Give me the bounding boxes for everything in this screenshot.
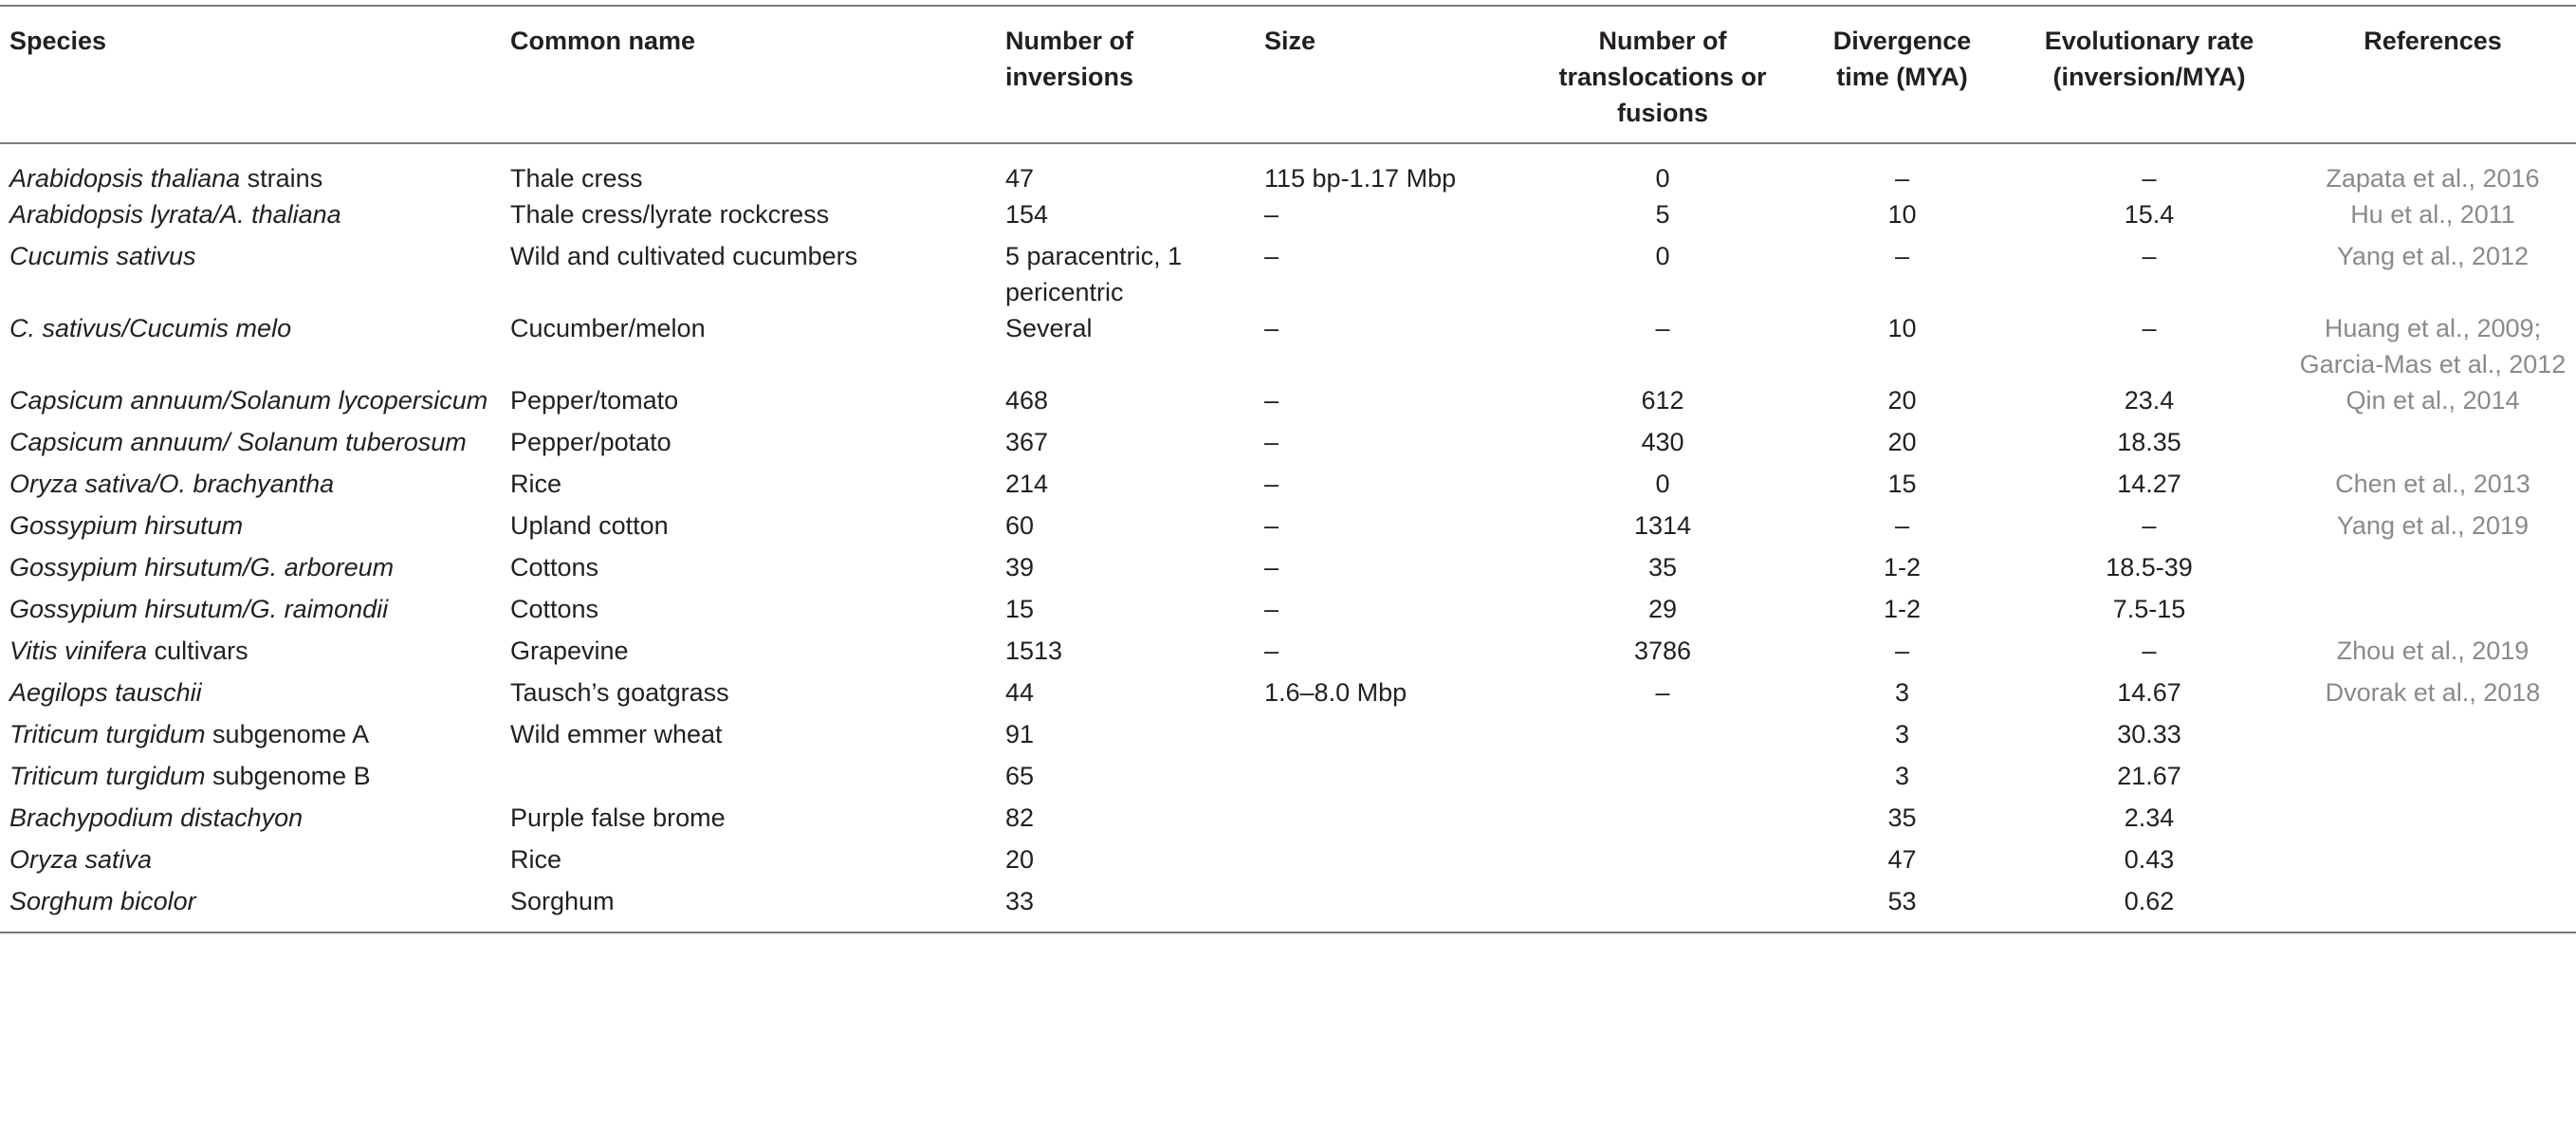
species-italic: Aegilops tauschii bbox=[9, 678, 202, 707]
cell-common-name: Tausch’s goatgrass bbox=[510, 678, 729, 707]
species-italic: Arabidopsis thaliana bbox=[9, 164, 241, 193]
cell-references bbox=[2290, 758, 2576, 800]
species-italic: Gossypium hirsutum/G. raimondii bbox=[9, 595, 389, 623]
cell-references bbox=[2290, 716, 2576, 758]
cell-divergence: 10 bbox=[1887, 200, 1917, 229]
cell-inversions: 154 bbox=[1005, 200, 1049, 229]
cell-translocations: – bbox=[1655, 314, 1670, 342]
table-row bbox=[0, 310, 2576, 382]
reference-text: Dvorak et al., 2018 bbox=[2325, 678, 2541, 707]
inversions-table bbox=[0, 5, 2576, 933]
cell-translocations: 1314 bbox=[1633, 511, 1692, 540]
cell-divergence: 47 bbox=[1887, 845, 1917, 874]
species-italic: Oryza sativa/O. brachyantha bbox=[9, 470, 335, 498]
cell-species bbox=[0, 549, 501, 591]
cell-size bbox=[1255, 716, 1530, 758]
table-row bbox=[0, 633, 2576, 674]
cell-references bbox=[2290, 508, 2576, 549]
cell-common-name: Purple false brome bbox=[510, 803, 726, 832]
cell-rate: – bbox=[2142, 637, 2157, 665]
cell-references bbox=[2290, 196, 2576, 238]
cell-divergence: – bbox=[1894, 242, 1910, 270]
cell-size: 115 bp-1.17 Mbp bbox=[1264, 164, 1457, 193]
cell-translocations: 29 bbox=[1647, 595, 1678, 623]
cell-common-name bbox=[501, 758, 996, 800]
header-references: References bbox=[2364, 27, 2502, 55]
cell-rate: – bbox=[2142, 242, 2157, 270]
cell-references bbox=[2290, 238, 2576, 310]
cell-references bbox=[2290, 382, 2576, 424]
cell-inversions: 60 bbox=[1005, 511, 1035, 540]
table-body bbox=[0, 143, 2576, 932]
cell-species bbox=[0, 238, 501, 310]
cell-size: – bbox=[1264, 200, 1279, 229]
header-size: Size bbox=[1264, 27, 1316, 55]
table-row bbox=[0, 424, 2576, 466]
cell-inversions: 1513 bbox=[1005, 637, 1063, 665]
table-row bbox=[0, 841, 2576, 883]
species-italic: Arabidopsis lyrata/A. thaliana bbox=[9, 200, 341, 229]
cell-divergence: 20 bbox=[1887, 428, 1917, 456]
species-italic: Cucumis sativus bbox=[9, 242, 196, 270]
cell-rate: 0.43 bbox=[2124, 845, 2175, 874]
cell-inversions: 367 bbox=[1005, 428, 1049, 456]
cell-references bbox=[2290, 674, 2576, 716]
cell-species bbox=[0, 883, 501, 932]
cell-common-name: Pepper/tomato bbox=[510, 386, 679, 415]
cell-common-name: Cottons bbox=[510, 595, 599, 623]
cell-species bbox=[0, 196, 501, 238]
cell-rate: – bbox=[2142, 314, 2157, 342]
cell-divergence: 15 bbox=[1887, 470, 1917, 498]
cell-common-name: Grapevine bbox=[510, 637, 629, 665]
cell-divergence: 1-2 bbox=[1883, 595, 1922, 623]
cell-species bbox=[0, 508, 501, 549]
table-row bbox=[0, 758, 2576, 800]
cell-divergence: 10 bbox=[1887, 314, 1917, 342]
reference-text: Zhou et al., 2019 bbox=[2336, 637, 2530, 665]
reference-text: Garcia-Mas et al., 2012 bbox=[2299, 350, 2567, 378]
header-rate: Evolutionary rate (inversion/MYA) bbox=[2044, 27, 2254, 91]
cell-common-name: Rice bbox=[510, 845, 562, 874]
cell-references bbox=[2290, 310, 2576, 382]
table-header bbox=[0, 6, 2576, 143]
species-italic: Gossypium hirsutum bbox=[9, 511, 244, 540]
cell-translocations: 5 bbox=[1655, 200, 1670, 229]
species-suffix: cultivars bbox=[147, 637, 248, 665]
cell-translocations bbox=[1530, 800, 1795, 841]
cell-rate: 30.33 bbox=[2117, 720, 2181, 748]
cell-species bbox=[0, 758, 501, 800]
header-divergence: Divergence time (MYA) bbox=[1832, 27, 1972, 91]
cell-inversions: 20 bbox=[1005, 845, 1035, 874]
cell-rate: 18.5-39 bbox=[2106, 553, 2193, 581]
header-inversions: Number of inversions bbox=[1005, 27, 1134, 91]
reference-text: Huang et al., 2009; bbox=[2324, 314, 2542, 342]
cell-translocations: 0 bbox=[1655, 470, 1670, 498]
cell-size: 1.6–8.0 Mbp bbox=[1264, 678, 1408, 707]
cell-size: – bbox=[1264, 595, 1279, 623]
species-italic: Gossypium hirsutum/G. arboreum bbox=[9, 553, 395, 581]
cell-inversions: 44 bbox=[1005, 678, 1035, 707]
cell-size bbox=[1255, 800, 1530, 841]
header-common-name: Common name bbox=[510, 27, 696, 55]
cell-size: – bbox=[1264, 314, 1279, 342]
cell-common-name: Thale cress bbox=[510, 164, 643, 193]
cell-inversions: 5 paracentric, 1 pericentric bbox=[1005, 242, 1183, 306]
table-row bbox=[0, 143, 2576, 196]
cell-divergence: 3 bbox=[1894, 762, 1910, 790]
cell-species bbox=[0, 716, 501, 758]
cell-inversions: 47 bbox=[1005, 164, 1035, 193]
reference-text: Hu et al., 2011 bbox=[2350, 200, 2515, 229]
cell-species bbox=[0, 382, 501, 424]
cell-rate: 0.62 bbox=[2124, 887, 2175, 915]
cell-size: – bbox=[1264, 386, 1279, 415]
cell-rate: 14.27 bbox=[2117, 470, 2181, 498]
species-suffix: subgenome A bbox=[205, 720, 370, 748]
cell-species bbox=[0, 424, 501, 466]
table-row bbox=[0, 196, 2576, 238]
cell-species bbox=[0, 310, 501, 382]
cell-divergence: – bbox=[1894, 511, 1910, 540]
cell-inversions: 91 bbox=[1005, 720, 1035, 748]
species-italic: Oryza sativa bbox=[9, 845, 153, 874]
cell-references bbox=[2290, 466, 2576, 508]
cell-species bbox=[0, 800, 501, 841]
table-row bbox=[0, 549, 2576, 591]
cell-size: – bbox=[1264, 511, 1279, 540]
cell-translocations bbox=[1530, 716, 1795, 758]
cell-rate: 23.4 bbox=[2124, 386, 2175, 415]
cell-translocations: 612 bbox=[1641, 386, 1684, 415]
cell-inversions: 33 bbox=[1005, 887, 1035, 915]
cell-size bbox=[1255, 758, 1530, 800]
cell-references bbox=[2290, 549, 2576, 591]
table-row bbox=[0, 800, 2576, 841]
cell-translocations: – bbox=[1655, 678, 1670, 707]
cell-inversions: 214 bbox=[1005, 470, 1049, 498]
cell-references bbox=[2290, 424, 2576, 466]
cell-rate: 7.5-15 bbox=[2112, 595, 2186, 623]
cell-rate: 15.4 bbox=[2124, 200, 2175, 229]
cell-inversions: Several bbox=[1005, 314, 1093, 342]
reference-text: Zapata et al., 2016 bbox=[2326, 164, 2540, 193]
cell-divergence: – bbox=[1894, 637, 1910, 665]
cell-rate: – bbox=[2142, 164, 2157, 193]
cell-size bbox=[1255, 883, 1530, 932]
species-italic: Triticum turgidum bbox=[9, 762, 206, 790]
header-species: Species bbox=[9, 27, 107, 55]
reference-text: Yang et al., 2012 bbox=[2336, 242, 2530, 270]
cell-size: – bbox=[1264, 637, 1279, 665]
cell-references bbox=[2290, 591, 2576, 633]
cell-references bbox=[2290, 841, 2576, 883]
cell-rate: 21.67 bbox=[2117, 762, 2181, 790]
species-italic: Capsicum annuum/Solanum lycopersicum bbox=[9, 386, 488, 415]
cell-size: – bbox=[1264, 553, 1279, 581]
cell-common-name: Wild and cultivated cucumbers bbox=[510, 242, 858, 270]
species-suffix: strains bbox=[240, 164, 323, 193]
cell-rate: – bbox=[2142, 511, 2157, 540]
cell-species bbox=[0, 633, 501, 674]
cell-inversions: 15 bbox=[1005, 595, 1035, 623]
cell-translocations: 0 bbox=[1655, 242, 1670, 270]
cell-translocations bbox=[1530, 758, 1795, 800]
cell-size bbox=[1255, 841, 1530, 883]
species-italic: Triticum turgidum bbox=[9, 720, 206, 748]
cell-references bbox=[2290, 800, 2576, 841]
species-italic: Capsicum annuum/ Solanum tuberosum bbox=[9, 428, 467, 456]
cell-common-name: Thale cress/lyrate rockcress bbox=[510, 200, 830, 229]
table-row bbox=[0, 674, 2576, 716]
header-translocations: Number of translocations or fusions bbox=[1558, 27, 1767, 127]
cell-common-name: Sorghum bbox=[510, 887, 615, 915]
species-italic: Sorghum bicolor bbox=[9, 887, 196, 915]
cell-species bbox=[0, 143, 501, 196]
reference-text: Qin et al., 2014 bbox=[2346, 386, 2520, 415]
cell-inversions: 82 bbox=[1005, 803, 1035, 832]
cell-common-name: Pepper/potato bbox=[510, 428, 672, 456]
cell-translocations: 3786 bbox=[1633, 637, 1692, 665]
cell-translocations bbox=[1530, 883, 1795, 932]
cell-translocations: 35 bbox=[1647, 553, 1678, 581]
reference-text: Chen et al., 2013 bbox=[2335, 470, 2530, 498]
cell-references bbox=[2290, 633, 2576, 674]
table-row bbox=[0, 466, 2576, 508]
cell-divergence: 1-2 bbox=[1883, 553, 1922, 581]
cell-inversions: 468 bbox=[1005, 386, 1049, 415]
table-row bbox=[0, 382, 2576, 424]
species-italic: C. sativus/Cucumis melo bbox=[9, 314, 292, 342]
cell-translocations bbox=[1530, 841, 1795, 883]
cell-translocations: 0 bbox=[1655, 164, 1670, 193]
reference-text: Yang et al., 2019 bbox=[2336, 511, 2530, 540]
cell-divergence: 3 bbox=[1894, 678, 1910, 707]
cell-size: – bbox=[1264, 242, 1279, 270]
cell-rate: 2.34 bbox=[2124, 803, 2175, 832]
cell-divergence: 20 bbox=[1887, 386, 1917, 415]
cell-species bbox=[0, 591, 501, 633]
cell-species bbox=[0, 841, 501, 883]
cell-common-name: Wild emmer wheat bbox=[510, 720, 723, 748]
cell-translocations: 430 bbox=[1641, 428, 1684, 456]
cell-divergence: 3 bbox=[1894, 720, 1910, 748]
cell-references bbox=[2290, 883, 2576, 932]
cell-species bbox=[0, 674, 501, 716]
cell-divergence: – bbox=[1894, 164, 1910, 193]
cell-rate: 18.35 bbox=[2117, 428, 2181, 456]
species-suffix: subgenome B bbox=[205, 762, 371, 790]
cell-rate: 14.67 bbox=[2117, 678, 2181, 707]
table-row bbox=[0, 591, 2576, 633]
cell-species bbox=[0, 466, 501, 508]
cell-divergence: 35 bbox=[1887, 803, 1917, 832]
table-row bbox=[0, 238, 2576, 310]
cell-size: – bbox=[1264, 470, 1279, 498]
species-italic: Brachypodium distachyon bbox=[9, 803, 304, 832]
cell-inversions: 39 bbox=[1005, 553, 1035, 581]
cell-common-name: Rice bbox=[510, 470, 562, 498]
table-row bbox=[0, 883, 2576, 932]
header-row bbox=[0, 6, 2576, 143]
cell-common-name: Cottons bbox=[510, 553, 599, 581]
table-row bbox=[0, 716, 2576, 758]
species-italic: Vitis vinifera bbox=[9, 637, 148, 665]
cell-references bbox=[2290, 143, 2576, 196]
cell-divergence: 53 bbox=[1887, 887, 1917, 915]
cell-common-name: Cucumber/melon bbox=[510, 314, 706, 342]
cell-inversions: 65 bbox=[1005, 762, 1035, 790]
table-row bbox=[0, 508, 2576, 549]
cell-size: – bbox=[1264, 428, 1279, 456]
cell-common-name: Upland cotton bbox=[510, 511, 669, 540]
